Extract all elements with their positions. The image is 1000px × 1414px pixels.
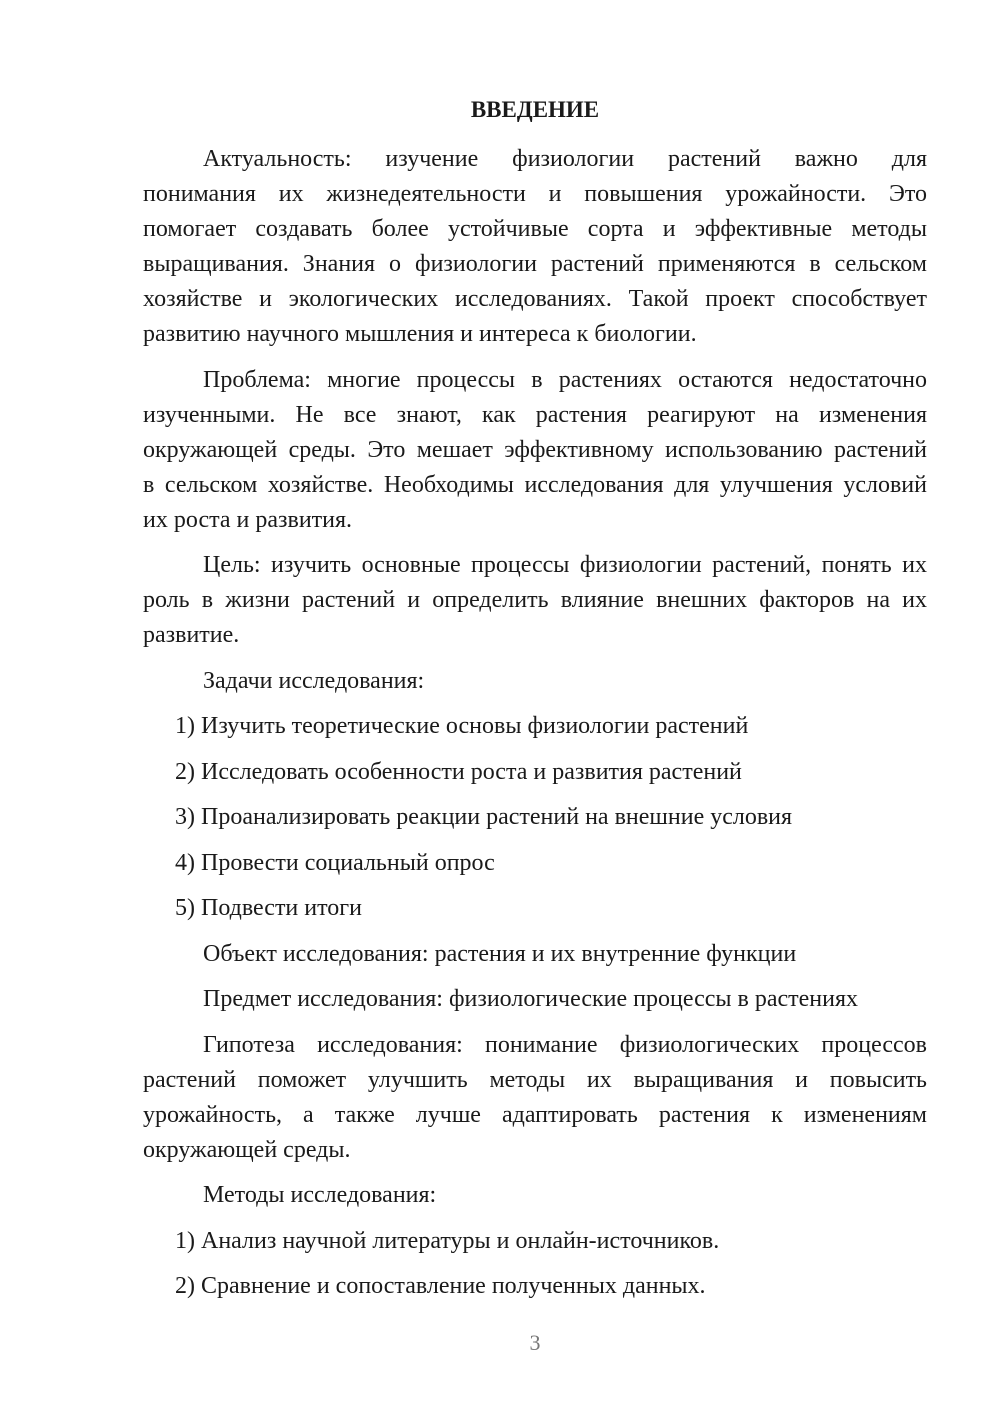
task-item: 5) Подвести итоги	[175, 895, 362, 921]
relevance-paragraph	[143, 142, 927, 352]
text-line: выращивания. Знания о физиологии растений применяются в сельском	[143, 251, 927, 277]
method-item: 1) Анализ научной литературы и онлайн-источников.	[175, 1227, 720, 1254]
text-line: их роста и развития.	[143, 506, 353, 533]
method-item: 2) Сравнение и сопоставление полученных данных.	[175, 1273, 706, 1299]
task-item: 3) Проанализировать реакции растений на внешние условия	[175, 804, 793, 830]
text-line: развитие.	[143, 622, 240, 648]
tasks-heading: Задачи исследования:	[203, 667, 425, 694]
text-line: Цель: изучить основные процессы физиологии растений, понять их	[203, 552, 927, 578]
document-page	[143, 92, 927, 1315]
text-line: помогает создавать более устойчивые сорта и эффективные методы	[143, 216, 927, 242]
text-line: понимания их жизнедеятельности и повышения урожайности. Это	[143, 181, 927, 207]
methods-heading: Методы исследования:	[203, 1182, 437, 1208]
task-item: 4) Провести социальный опрос	[175, 849, 495, 876]
text-line: роль в жизни растений и определить влияние внешних факторов на их	[143, 587, 927, 613]
page-title: ВВЕДЕНИЕ	[470, 97, 600, 122]
text-line: растений поможет улучшить методы их выращивания и повысить	[143, 1066, 927, 1093]
problem-paragraph	[143, 363, 927, 538]
text-line: Проблема: многие процессы в растениях остаются недостаточно	[203, 366, 927, 393]
page-number: 3	[529, 1330, 541, 1355]
text-line: окружающей среды. Это мешает эффективному использованию растений	[143, 436, 927, 463]
subject-paragraph: Предмет исследования: физиологические процессы в растениях	[203, 986, 859, 1012]
object-paragraph: Объект исследования: растения и их внутренние функции	[203, 940, 797, 967]
goal-paragraph	[143, 548, 927, 653]
hypothesis-paragraph	[143, 1028, 927, 1168]
text-line: урожайность, а также лучше адаптировать растения к изменениям	[143, 1101, 927, 1128]
task-item: 2) Исследовать особенности роста и развития растений	[175, 758, 742, 785]
text-line: хозяйстве и экологических исследованиях. Такой проект способствует	[143, 286, 927, 312]
task-item: 1) Изучить теоретические основы физиологии растений	[175, 713, 749, 739]
text-line: развитию научного мышления и интереса к биологии.	[143, 321, 697, 347]
text-line: Гипотеза исследования: понимание физиологических процессов	[203, 1031, 927, 1058]
text-line: окружающей среды.	[143, 1136, 351, 1163]
text-line: изученными. Не все знают, как растения реагируют на изменения	[143, 401, 927, 428]
text-line: в сельском хозяйстве. Необходимы исследования для улучшения условий	[143, 471, 927, 498]
text-line: Актуальность: изучение физиологии растений важно для	[203, 146, 927, 172]
